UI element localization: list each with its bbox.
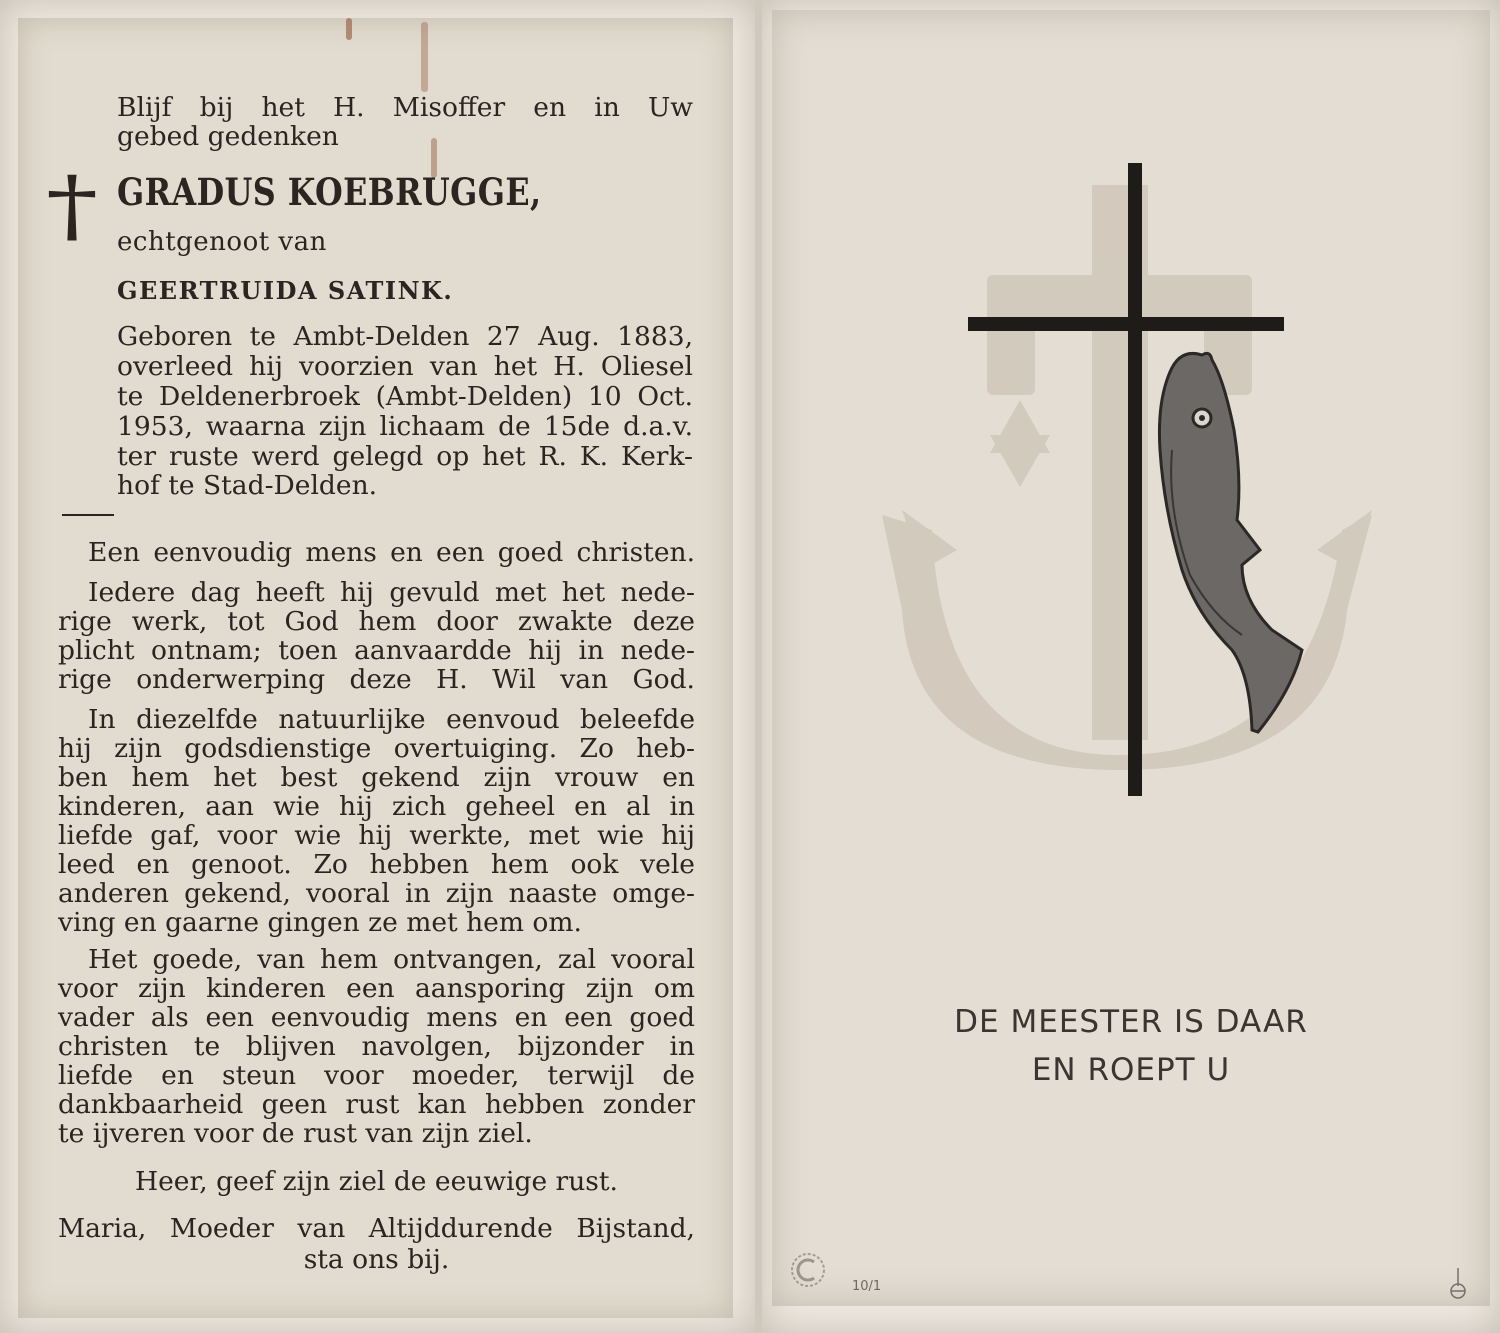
bio-line: hof te Stad-Delden.	[117, 470, 378, 501]
right-card	[762, 0, 1500, 1333]
paragraph-line: anderen gekend, vooral in zijn naaste omge-	[58, 878, 695, 909]
publisher-logo-icon	[788, 1250, 828, 1290]
paragraph-line: Een eenvoudig mens en een goed christen.	[88, 537, 695, 568]
bio-line: te Deldenerbroek (Ambt-Delden) 10 Oct.	[117, 381, 693, 412]
bio-line: ter ruste werd gelegd op het R. K. Kerk-	[117, 441, 693, 472]
section-divider	[62, 514, 114, 516]
stain-mark	[346, 18, 352, 40]
cross-anchor-fish-illustration	[772, 10, 1490, 910]
prayer-line: sta ons bij.	[303, 1244, 450, 1275]
bio-line: overleed hij voorzien van het H. Oliesel	[117, 351, 693, 382]
paragraph-line: vader als een eenvoudig mens en een goed	[58, 1002, 695, 1033]
deceased-name: GRADUS KOEBRUGGE,	[117, 170, 542, 214]
paragraph-line: te ijveren voor de rust van zijn ziel.	[58, 1118, 533, 1149]
paragraph-line: christen te blijven navolgen, bijzonder in	[58, 1031, 695, 1062]
bio-line: Geboren te Ambt-Delden 27 Aug. 1883,	[117, 321, 693, 352]
paragraph-line: Iedere dag heeft hij gevuld met het nede-	[88, 577, 695, 608]
tagline-line-1: DE MEESTER IS DAAR	[954, 1004, 1308, 1040]
artist-monogram-icon	[1447, 1266, 1469, 1300]
paragraph-line: dankbaarheid geen rust kan hebben zonder	[58, 1089, 695, 1120]
illustration-panel	[772, 10, 1490, 1306]
anchor-icon	[882, 185, 1372, 770]
prayer-line: Maria, Moeder van Altijddurende Bijstand,	[58, 1213, 695, 1244]
paragraph-line: liefde gaf, voor wie hij werkte, met wie hij	[58, 820, 695, 851]
paragraph-line: ving en gaarne gingen ze met hem om.	[58, 907, 582, 938]
paragraph-line: kinderen, aan wie hij zich geheel en al in	[58, 791, 695, 822]
paragraph-line: plicht ontnam; toen aanvaardde hij in nede-	[58, 635, 695, 666]
paragraph-line: hij zijn godsdienstige overtuiging. Zo heb-	[58, 733, 695, 764]
paragraph-line: liefde en steun voor moeder, terwijl de	[58, 1060, 695, 1091]
paragraph-line: rige onderwerping deze H. Wil van God.	[58, 664, 695, 695]
paragraph-line: In diezelfde natuurlijke eenvoud beleefde	[88, 704, 695, 735]
paragraph-line: Het goede, van hem ontvangen, zal vooral	[88, 944, 695, 975]
spouse-name: GEERTRUIDA SATINK.	[117, 276, 454, 305]
spouse-intro: echtgenoot van	[117, 227, 327, 257]
paragraph-line: rige werk, tot God hem door zwakte deze	[58, 606, 695, 637]
prayer-line: Heer, geef zijn ziel de eeuwige rust.	[135, 1166, 618, 1197]
intro-line-1: Blijf bij het H. Misoffer en in Uw	[117, 92, 693, 123]
tagline-line-2: EN ROEPT U	[1031, 1052, 1231, 1088]
paragraph-line: leed en genoot. Zo hebben hem ook vele	[58, 849, 695, 880]
bio-line: 1953, waarna zijn lichaam de 15de d.a.v.	[117, 411, 693, 442]
stain-mark	[421, 22, 428, 92]
print-code: 10/1	[852, 1279, 882, 1294]
star-icon	[990, 400, 1050, 487]
cross-icon: †	[46, 159, 98, 252]
intro-line-2: gebed gedenken	[117, 121, 339, 152]
paragraph-line: ben hem het best gekend zijn vrouw en	[58, 762, 695, 793]
fish-icon	[1159, 353, 1302, 732]
paragraph-line: voor zijn kinderen een aansporing zijn om	[58, 973, 695, 1004]
